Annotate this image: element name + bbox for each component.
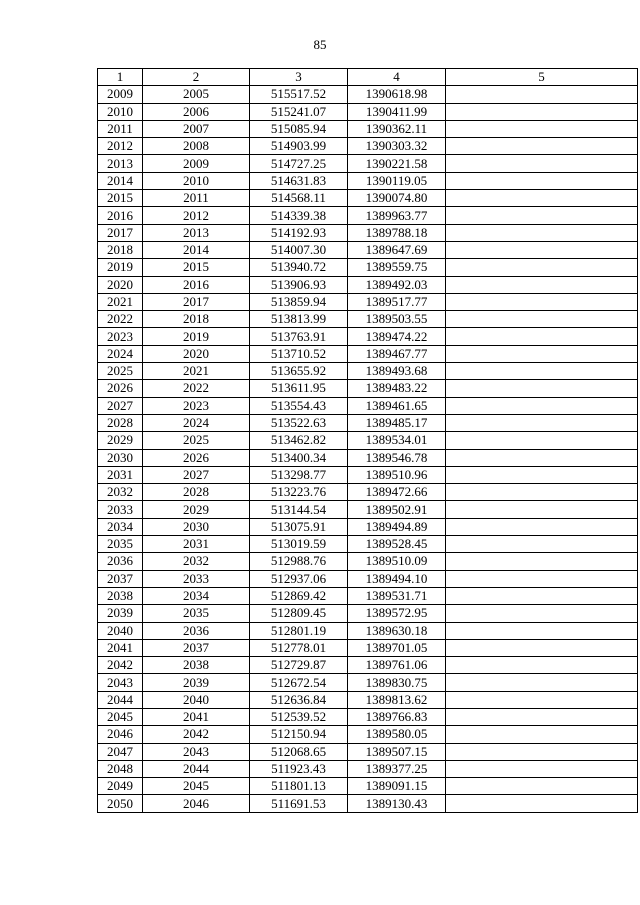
table-row: [98, 622, 638, 639]
x-coordinate-cell: 512988.76: [250, 553, 348, 570]
table-body: [98, 69, 638, 813]
point-id-cell: 2018: [143, 311, 250, 328]
y-coordinate-cell: 1389377.25: [348, 760, 446, 777]
x-coordinate-cell: 515085.94: [250, 120, 348, 137]
table-row: [98, 380, 638, 397]
x-coordinate-cell: 512636.84: [250, 691, 348, 708]
y-coordinate-cell: 1389559.75: [348, 259, 446, 276]
point-number-cell: 2022: [98, 311, 143, 328]
table-row: [98, 484, 638, 501]
y-coordinate-cell: 1389485.17: [348, 414, 446, 431]
table-row: [98, 708, 638, 725]
point-id-cell: 2014: [143, 241, 250, 258]
x-coordinate-cell: 513710.52: [250, 345, 348, 362]
point-id-cell: 2030: [143, 518, 250, 535]
note-cell: [446, 708, 638, 725]
x-coordinate-cell: 513611.95: [250, 380, 348, 397]
table-row: [98, 138, 638, 155]
table-row: [98, 345, 638, 362]
table-row: [98, 449, 638, 466]
table-row: [98, 674, 638, 691]
note-cell: [446, 536, 638, 553]
y-coordinate-cell: 1389580.05: [348, 726, 446, 743]
x-coordinate-cell: 513554.43: [250, 397, 348, 414]
point-id-cell: 2013: [143, 224, 250, 241]
x-coordinate-cell: 512068.65: [250, 743, 348, 760]
note-cell: [446, 587, 638, 604]
x-coordinate-cell: 514007.30: [250, 241, 348, 258]
note-cell: [446, 190, 638, 207]
note-cell: [446, 276, 638, 293]
point-number-cell: 2024: [98, 345, 143, 362]
y-coordinate-cell: 1389507.15: [348, 743, 446, 760]
point-number-cell: 2039: [98, 605, 143, 622]
point-number-cell: 2020: [98, 276, 143, 293]
y-coordinate-cell: 1390362.11: [348, 120, 446, 137]
table-row: [98, 743, 638, 760]
x-coordinate-cell: 513859.94: [250, 293, 348, 310]
note-cell: [446, 657, 638, 674]
y-coordinate-cell: 1389472.66: [348, 484, 446, 501]
point-id-cell: 2006: [143, 103, 250, 120]
table-row: [98, 570, 638, 587]
point-number-cell: 2041: [98, 639, 143, 656]
point-number-cell: 2050: [98, 795, 143, 812]
table-row: [98, 397, 638, 414]
point-id-cell: 2045: [143, 778, 250, 795]
table-row: [98, 311, 638, 328]
point-number-cell: 2011: [98, 120, 143, 137]
y-coordinate-cell: 1389494.10: [348, 570, 446, 587]
point-id-cell: 2035: [143, 605, 250, 622]
point-id-cell: 2034: [143, 587, 250, 604]
table-row: [98, 518, 638, 535]
table-row: [98, 190, 638, 207]
note-cell: [446, 397, 638, 414]
x-coordinate-cell: 512809.45: [250, 605, 348, 622]
table-row: [98, 103, 638, 120]
y-coordinate-cell: 1390303.32: [348, 138, 446, 155]
x-coordinate-cell: 513906.93: [250, 276, 348, 293]
table-row: [98, 207, 638, 224]
y-coordinate-cell: 1389494.89: [348, 518, 446, 535]
table-row: [98, 501, 638, 518]
note-cell: [446, 778, 638, 795]
table-row: [98, 726, 638, 743]
x-coordinate-cell: 512778.01: [250, 639, 348, 656]
x-coordinate-cell: 513655.92: [250, 363, 348, 380]
point-number-cell: 2038: [98, 587, 143, 604]
point-id-cell: 2025: [143, 432, 250, 449]
x-coordinate-cell: 511923.43: [250, 760, 348, 777]
point-number-cell: 2045: [98, 708, 143, 725]
note-cell: [446, 484, 638, 501]
point-id-cell: 2028: [143, 484, 250, 501]
note-cell: [446, 224, 638, 241]
y-coordinate-cell: 1389647.69: [348, 241, 446, 258]
table-row: [98, 760, 638, 777]
point-number-cell: 2018: [98, 241, 143, 258]
point-id-cell: 2027: [143, 466, 250, 483]
note-cell: [446, 86, 638, 103]
point-number-cell: 2009: [98, 86, 143, 103]
point-id-cell: 2023: [143, 397, 250, 414]
point-number-cell: 2030: [98, 449, 143, 466]
point-id-cell: 2044: [143, 760, 250, 777]
y-coordinate-cell: 1390119.05: [348, 172, 446, 189]
note-cell: [446, 570, 638, 587]
table-row: [98, 293, 638, 310]
point-number-cell: 2032: [98, 484, 143, 501]
x-coordinate-cell: 513522.63: [250, 414, 348, 431]
point-number-cell: 2026: [98, 380, 143, 397]
point-id-cell: 2010: [143, 172, 250, 189]
point-number-cell: 2033: [98, 501, 143, 518]
point-number-cell: 2034: [98, 518, 143, 535]
coordinates-table: [97, 68, 638, 813]
table-row: [98, 605, 638, 622]
note-cell: [446, 466, 638, 483]
x-coordinate-cell: 512539.52: [250, 708, 348, 725]
point-id-cell: 2011: [143, 190, 250, 207]
table-row: [98, 691, 638, 708]
header-cell-3: 3: [250, 69, 348, 86]
point-id-cell: 2015: [143, 259, 250, 276]
note-cell: [446, 414, 638, 431]
y-coordinate-cell: 1389503.55: [348, 311, 446, 328]
y-coordinate-cell: 1389630.18: [348, 622, 446, 639]
x-coordinate-cell: 515241.07: [250, 103, 348, 120]
note-cell: [446, 103, 638, 120]
note-cell: [446, 363, 638, 380]
point-id-cell: 2032: [143, 553, 250, 570]
point-number-cell: 2015: [98, 190, 143, 207]
note-cell: [446, 449, 638, 466]
y-coordinate-cell: 1390618.98: [348, 86, 446, 103]
point-id-cell: 2038: [143, 657, 250, 674]
table-header-row: [98, 69, 638, 86]
note-cell: [446, 518, 638, 535]
header-cell-5: 5: [446, 69, 638, 86]
point-id-cell: 2020: [143, 345, 250, 362]
point-id-cell: 2022: [143, 380, 250, 397]
x-coordinate-cell: 511691.53: [250, 795, 348, 812]
point-number-cell: 2040: [98, 622, 143, 639]
point-number-cell: 2023: [98, 328, 143, 345]
table-row: [98, 432, 638, 449]
y-coordinate-cell: 1389531.71: [348, 587, 446, 604]
point-id-cell: 2009: [143, 155, 250, 172]
x-coordinate-cell: 513763.91: [250, 328, 348, 345]
note-cell: [446, 293, 638, 310]
x-coordinate-cell: 511801.13: [250, 778, 348, 795]
x-coordinate-cell: 513400.34: [250, 449, 348, 466]
note-cell: [446, 691, 638, 708]
point-number-cell: 2013: [98, 155, 143, 172]
note-cell: [446, 380, 638, 397]
y-coordinate-cell: 1389528.45: [348, 536, 446, 553]
point-number-cell: 2046: [98, 726, 143, 743]
x-coordinate-cell: 512672.54: [250, 674, 348, 691]
table-row: [98, 778, 638, 795]
point-number-cell: 2012: [98, 138, 143, 155]
point-number-cell: 2035: [98, 536, 143, 553]
header-cell-4: 4: [348, 69, 446, 86]
point-number-cell: 2014: [98, 172, 143, 189]
table-row: [98, 466, 638, 483]
point-number-cell: 2028: [98, 414, 143, 431]
point-id-cell: 2042: [143, 726, 250, 743]
note-cell: [446, 553, 638, 570]
point-number-cell: 2021: [98, 293, 143, 310]
table-row: [98, 536, 638, 553]
table-row: [98, 276, 638, 293]
point-number-cell: 2027: [98, 397, 143, 414]
note-cell: [446, 311, 638, 328]
x-coordinate-cell: 513462.82: [250, 432, 348, 449]
y-coordinate-cell: 1389572.95: [348, 605, 446, 622]
point-number-cell: 2036: [98, 553, 143, 570]
table-row: [98, 172, 638, 189]
x-coordinate-cell: 513940.72: [250, 259, 348, 276]
y-coordinate-cell: 1389492.03: [348, 276, 446, 293]
point-number-cell: 2031: [98, 466, 143, 483]
y-coordinate-cell: 1389963.77: [348, 207, 446, 224]
x-coordinate-cell: 513075.91: [250, 518, 348, 535]
table-row: [98, 657, 638, 674]
y-coordinate-cell: 1389510.09: [348, 553, 446, 570]
header-cell-2: 2: [143, 69, 250, 86]
table-row: [98, 587, 638, 604]
point-id-cell: 2007: [143, 120, 250, 137]
y-coordinate-cell: 1389091.15: [348, 778, 446, 795]
y-coordinate-cell: 1390411.99: [348, 103, 446, 120]
x-coordinate-cell: 514727.25: [250, 155, 348, 172]
table-row: [98, 155, 638, 172]
table-row: [98, 639, 638, 656]
y-coordinate-cell: 1390221.58: [348, 155, 446, 172]
table-row: [98, 363, 638, 380]
x-coordinate-cell: 514192.93: [250, 224, 348, 241]
point-id-cell: 2046: [143, 795, 250, 812]
point-number-cell: 2025: [98, 363, 143, 380]
note-cell: [446, 605, 638, 622]
point-id-cell: 2026: [143, 449, 250, 466]
y-coordinate-cell: 1389701.05: [348, 639, 446, 656]
note-cell: [446, 259, 638, 276]
table-row: [98, 120, 638, 137]
point-id-cell: 2043: [143, 743, 250, 760]
note-cell: [446, 241, 638, 258]
note-cell: [446, 172, 638, 189]
point-number-cell: 2047: [98, 743, 143, 760]
y-coordinate-cell: 1390074.80: [348, 190, 446, 207]
note-cell: [446, 345, 638, 362]
point-number-cell: 2019: [98, 259, 143, 276]
y-coordinate-cell: 1389788.18: [348, 224, 446, 241]
y-coordinate-cell: 1389534.01: [348, 432, 446, 449]
note-cell: [446, 207, 638, 224]
point-id-cell: 2024: [143, 414, 250, 431]
x-coordinate-cell: 512801.19: [250, 622, 348, 639]
x-coordinate-cell: 512937.06: [250, 570, 348, 587]
point-number-cell: 2049: [98, 778, 143, 795]
point-id-cell: 2017: [143, 293, 250, 310]
point-id-cell: 2012: [143, 207, 250, 224]
note-cell: [446, 760, 638, 777]
y-coordinate-cell: 1389130.43: [348, 795, 446, 812]
note-cell: [446, 120, 638, 137]
point-id-cell: 2016: [143, 276, 250, 293]
x-coordinate-cell: 513813.99: [250, 311, 348, 328]
point-number-cell: 2029: [98, 432, 143, 449]
point-number-cell: 2044: [98, 691, 143, 708]
point-id-cell: 2041: [143, 708, 250, 725]
x-coordinate-cell: 514568.11: [250, 190, 348, 207]
point-id-cell: 2040: [143, 691, 250, 708]
y-coordinate-cell: 1389510.96: [348, 466, 446, 483]
y-coordinate-cell: 1389483.22: [348, 380, 446, 397]
point-id-cell: 2031: [143, 536, 250, 553]
y-coordinate-cell: 1389761.06: [348, 657, 446, 674]
note-cell: [446, 639, 638, 656]
x-coordinate-cell: 514339.38: [250, 207, 348, 224]
x-coordinate-cell: 514903.99: [250, 138, 348, 155]
table-row: [98, 414, 638, 431]
point-number-cell: 2037: [98, 570, 143, 587]
x-coordinate-cell: 513144.54: [250, 501, 348, 518]
table-row: [98, 86, 638, 103]
point-id-cell: 2036: [143, 622, 250, 639]
point-number-cell: 2043: [98, 674, 143, 691]
page-number: 85: [313, 37, 327, 52]
table-row: [98, 553, 638, 570]
point-id-cell: 2021: [143, 363, 250, 380]
table-row: [98, 328, 638, 345]
y-coordinate-cell: 1389830.75: [348, 674, 446, 691]
y-coordinate-cell: 1389493.68: [348, 363, 446, 380]
x-coordinate-cell: 513223.76: [250, 484, 348, 501]
table-row: [98, 259, 638, 276]
note-cell: [446, 795, 638, 812]
table-row: [98, 795, 638, 812]
table-row: [98, 224, 638, 241]
point-number-cell: 2042: [98, 657, 143, 674]
y-coordinate-cell: 1389517.77: [348, 293, 446, 310]
point-number-cell: 2017: [98, 224, 143, 241]
point-number-cell: 2016: [98, 207, 143, 224]
y-coordinate-cell: 1389766.83: [348, 708, 446, 725]
note-cell: [446, 138, 638, 155]
point-id-cell: 2029: [143, 501, 250, 518]
x-coordinate-cell: 513298.77: [250, 466, 348, 483]
x-coordinate-cell: 513019.59: [250, 536, 348, 553]
note-cell: [446, 432, 638, 449]
x-coordinate-cell: 512869.42: [250, 587, 348, 604]
x-coordinate-cell: 514631.83: [250, 172, 348, 189]
point-id-cell: 2008: [143, 138, 250, 155]
y-coordinate-cell: 1389467.77: [348, 345, 446, 362]
x-coordinate-cell: 515517.52: [250, 86, 348, 103]
point-id-cell: 2039: [143, 674, 250, 691]
note-cell: [446, 501, 638, 518]
point-id-cell: 2019: [143, 328, 250, 345]
note-cell: [446, 674, 638, 691]
y-coordinate-cell: 1389461.65: [348, 397, 446, 414]
note-cell: [446, 328, 638, 345]
table-row: [98, 241, 638, 258]
x-coordinate-cell: 512150.94: [250, 726, 348, 743]
note-cell: [446, 622, 638, 639]
note-cell: [446, 743, 638, 760]
note-cell: [446, 155, 638, 172]
note-cell: [446, 726, 638, 743]
point-id-cell: 2005: [143, 86, 250, 103]
y-coordinate-cell: 1389813.62: [348, 691, 446, 708]
point-number-cell: 2048: [98, 760, 143, 777]
header-cell-1: 1: [98, 69, 143, 86]
y-coordinate-cell: 1389474.22: [348, 328, 446, 345]
y-coordinate-cell: 1389502.91: [348, 501, 446, 518]
point-number-cell: 2010: [98, 103, 143, 120]
x-coordinate-cell: 512729.87: [250, 657, 348, 674]
point-id-cell: 2037: [143, 639, 250, 656]
y-coordinate-cell: 1389546.78: [348, 449, 446, 466]
point-id-cell: 2033: [143, 570, 250, 587]
